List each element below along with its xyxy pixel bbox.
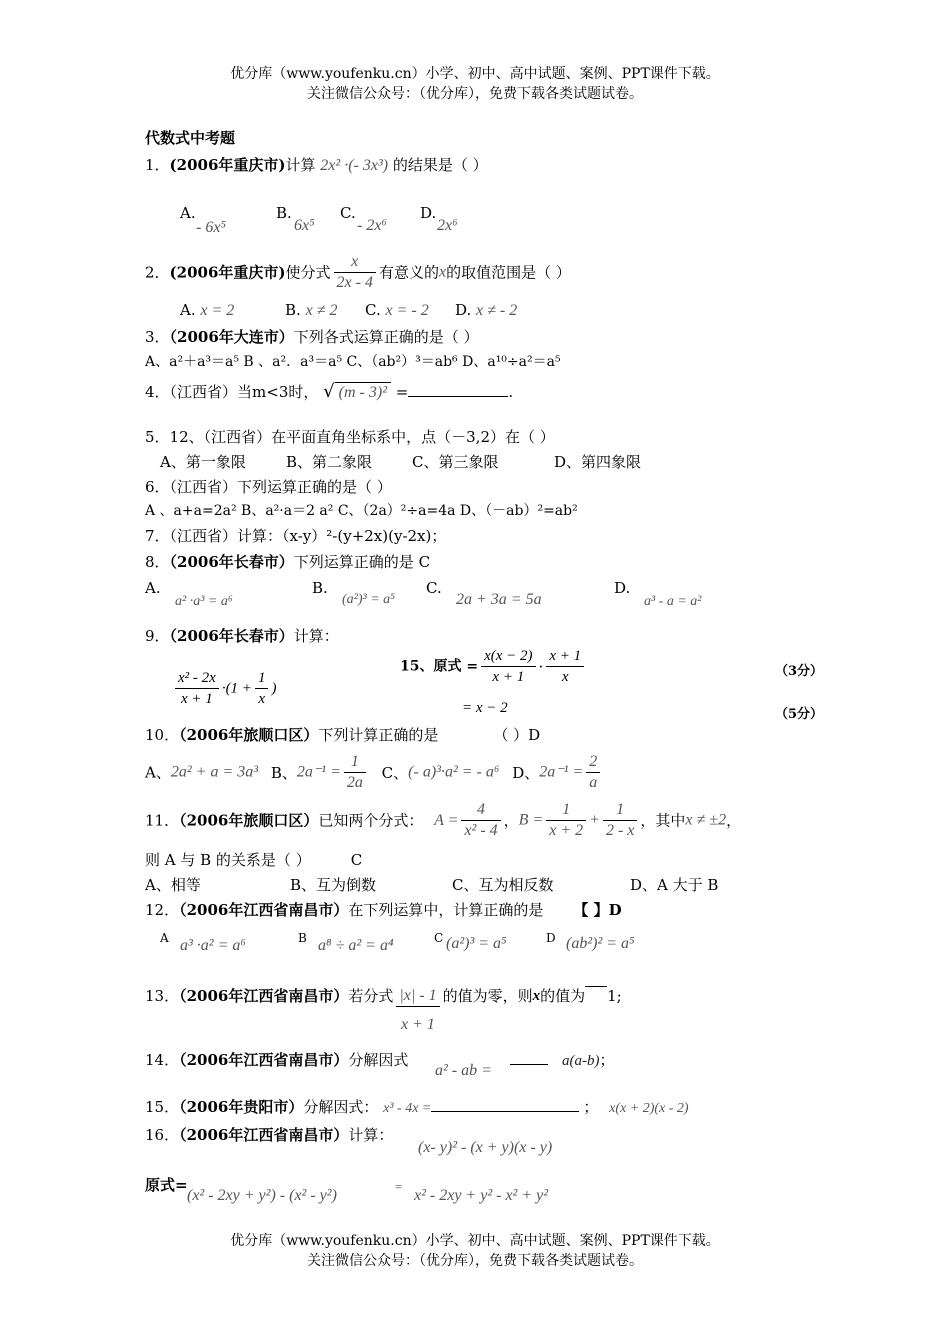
question-5: 5．12、（江西省）在平面直角坐标系中，点（－3,2）在（ ） xyxy=(145,428,555,446)
q1-option-a-value: - 6x⁵ xyxy=(196,219,226,236)
q2-option-c: C. x = - 2 xyxy=(365,301,429,319)
q8-option-d: D. xyxy=(614,579,631,597)
q5-option-b: B、第二象限 xyxy=(286,453,373,471)
q4-answer-blank xyxy=(408,396,508,397)
q8-option-c: C. xyxy=(426,579,442,597)
question-10: 10．（2006年旅顺口区）下列计算正确的是 （ ）D xyxy=(145,726,541,744)
question-16: 16．（2006年江西省南昌市）计算： xyxy=(145,1126,394,1144)
q11-option-b: B、互为倒数 xyxy=(290,876,377,894)
q10-options: A、2a² + a = 3a³ B、2a⁻¹ = $\frac{1}{2a}$ C、(- a)³·a² = - a⁶ D、2a⁻¹ = $\frac{2}{a}$ xyxy=(145,752,603,793)
q8-option-a: A. xyxy=(145,579,161,597)
page-title: 代数式中考题 xyxy=(145,129,236,147)
question-4: 4．（江西省）当m<3时， √ (m - 3)² = . xyxy=(145,381,514,402)
q14-expression: a² - ab = xyxy=(435,1062,492,1079)
q3-options: A、a²＋a³＝a⁵ B 、a²．a³＝a⁵ C、（ab²）³＝ab⁶ D、a¹⁰÷a²＝a⁵ xyxy=(145,354,561,370)
q1-option-a: A. xyxy=(180,204,196,222)
question-14: 14．（2006年江西省南昌市）分解因式 xyxy=(145,1051,409,1069)
question-8: 8．（2006年长春市）下列运算正确的是 C xyxy=(145,553,431,571)
q8-option-d-value: a³ - a = a² xyxy=(644,594,702,609)
q12-option-a: a³ ·a² = a⁶ xyxy=(180,937,246,954)
q8-option-b: B. xyxy=(312,579,328,597)
q1-option-d: D. xyxy=(420,204,437,222)
q8-option-a-value: a² ·a³ = a⁶ xyxy=(175,594,233,609)
q5-option-c: C、第三象限 xyxy=(412,453,499,471)
q12-option-a-label: A xyxy=(160,931,169,945)
q8-option-b-value: (a²)³ = a⁵ xyxy=(342,592,396,607)
q2-option-b: B. x ≠ 2 xyxy=(285,301,338,319)
q2-fraction: $\frac{x}{2x - 4}$ xyxy=(334,252,376,293)
q14-answer: a(a-b)； xyxy=(510,1050,615,1071)
q1-option-b-value: 6x⁵ xyxy=(294,217,315,234)
q5-option-a: A、第一象限 xyxy=(160,453,246,471)
q9-score-2: （5分） xyxy=(775,707,824,722)
q12-option-d: (ab²)² = a⁵ xyxy=(566,935,635,952)
header-line-2: 关注微信公众号：（优分库），免费下载各类试题试卷。 xyxy=(307,86,643,102)
q9-score-1: （3分） xyxy=(775,664,824,679)
q13-fraction: $\frac{|x| - 1}{x + 1}$ xyxy=(396,986,439,1035)
q1-option-c-value: - 2x⁶ xyxy=(357,217,387,234)
q12-option-c-label: C xyxy=(434,931,444,945)
question-15: 15．（2006年贵阳市）分解因式： x³ - 4x = ； x(x + 2)(x - 2) xyxy=(145,1098,689,1116)
q16-expression: (x- y)² - (x + y)(x - y) xyxy=(418,1139,553,1156)
q12-option-b: a⁸ ÷ a² = a⁴ xyxy=(318,937,394,954)
q5-option-d: D、第四象限 xyxy=(554,453,642,471)
q11-option-d: D、A 大于 B xyxy=(630,876,719,894)
q9-solution-line-1: 15、原式 = $\frac{x(x - 2)}{x + 1}$ · $\frac{x + 1}{x}$ xyxy=(400,646,587,687)
question-12: 12．（2006年江西省南昌市）在下列运算中，计算正确的是 【 】D xyxy=(145,901,622,919)
question-3: 3．（2006年大连市）下列各式运算正确的是（ ） xyxy=(145,328,479,346)
q12-option-b-label: B xyxy=(298,931,307,945)
q16-solution-label: 原式= xyxy=(145,1176,188,1194)
q4-sqrt-expression: (m - 3)² xyxy=(335,382,391,403)
q1-expression: 2x² ·(- 3x³) xyxy=(320,157,389,174)
question-6: 6．（江西省）下列运算正确的是（ ） xyxy=(145,478,392,496)
q2-option-a: A. x = 2 xyxy=(180,301,235,319)
q16-solution-equals: = xyxy=(394,1179,403,1194)
q1-option-d-value: 2x⁶ xyxy=(437,217,458,234)
question-11: 11．（2006年旅顺口区）已知两个分式： A = $\frac{4}{\text{x² - 4}}$ ，B = $\frac{1}{x + 2}$ + $\frac{1}{2 - x}$ ，其中x ≠ ±2， xyxy=(145,801,742,839)
q1-option-c: C. xyxy=(340,204,356,222)
q12-option-d-label: D xyxy=(546,931,556,945)
q11-option-a: A、相等 xyxy=(145,876,201,894)
footer-line-1: 优分库（www.youfenku.cn）小学、初中、高中试题、案例、PPT课件下载。 xyxy=(230,1233,720,1249)
q11-option-c: C、互为相反数 xyxy=(452,876,554,894)
q9-solution-line-2: = x − 2 xyxy=(462,700,508,716)
q16-solution-step-2: x² - 2xy + y² - x² + y² xyxy=(414,1187,549,1204)
q2-option-d: D. x ≠ - 2 xyxy=(455,301,518,319)
header-line-1: 优分库（www.youfenku.cn）小学、初中、高中试题、案例、PPT课件下载。 xyxy=(230,66,720,82)
q12-option-c: (a²)³ = a⁵ xyxy=(446,935,507,952)
q11-line-2: 则 A 与 B 的关系是（ ） C xyxy=(145,851,363,869)
q1-option-b: B. xyxy=(276,204,292,222)
q6-options: A 、a+a=2a² B、a²·a＝2 a² C、（2a）²÷a=4a D、（－ab）²=ab² xyxy=(145,503,578,519)
question-13: 13．（2006年江西省南昌市）若分式 $\frac{|x| - 1}{x + 1}$ 的值为零，则x的值为 1; xyxy=(145,987,622,1033)
question-1: 1．(2006年重庆市)计算 2x² ·(- 3x³) 的结果是（ ） xyxy=(145,156,488,174)
q9-inner-fraction: $\frac{1}{x}$ xyxy=(255,668,269,709)
q16-solution-step-1: (x² - 2xy + y²) - (x² - y²) xyxy=(187,1187,337,1204)
footer-line-2: 关注微信公众号：（优分库），免费下载各类试题试卷。 xyxy=(307,1253,643,1269)
q9-main-fraction: $\frac{\text{x² - 2x}}{x + 1}$ xyxy=(175,668,219,709)
question-9: 9．（2006年长春市）计算： xyxy=(145,627,339,645)
q8-option-c-value: 2a + 3a = 5a xyxy=(456,591,542,608)
question-2: 2．(2006年重庆市)使分式 $\frac{x}{2x - 4}$ 有意义的x的取值范围是（ ） xyxy=(145,253,571,291)
question-7: 7．（江西省）计算：（x-y）²-(y+2x)(y-2x)； xyxy=(145,527,447,545)
q9-expression: $\frac{\text{x² - 2x}}{x + 1}$ ·(1 + $\frac{1}{x}$ ) xyxy=(172,668,276,709)
